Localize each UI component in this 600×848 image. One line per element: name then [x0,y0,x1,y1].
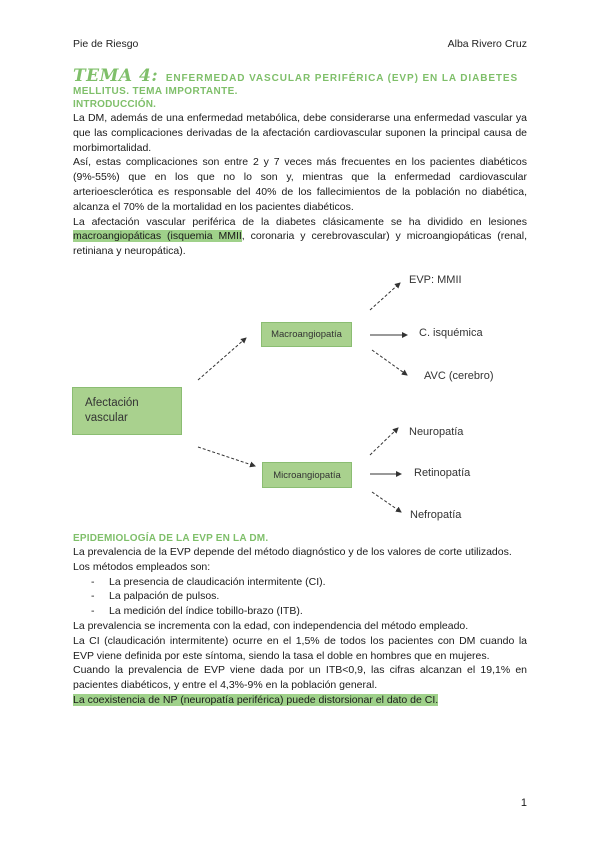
page-number: 1 [520,797,527,809]
header-right: Alba Rivero Cruz [447,38,527,50]
diagram-macro-box [261,322,352,347]
arrow-macro-evp [370,283,400,310]
diagram-root-box [72,387,182,435]
diagram-avc-label: AVC (cerebro) [424,370,494,382]
page-body [73,66,528,259]
list-item: - La medición del índice tobillo-brazo (ITB). [73,604,527,619]
arrow-root-micro [198,447,255,466]
diagram-isquemica-label: C. isquémica [419,327,483,339]
diagram-root-label: Afectación vascular [85,397,139,424]
epi-paragraph-1: La prevalencia de la EVP depende del método diagnóstico y de los valores de corte utilizados. [73,546,512,558]
methods-list [73,575,527,619]
arrow-macro-neuro [370,428,398,455]
intro-heading: INTRODUCCIÓN. [73,99,157,110]
epi-paragraph-5: Cuando la prevalencia de EVP viene dada por un ITB<0,9, las cifras alcanzan el 19,1% en pacientes diabéticos, y entre el 4,3%-9% en la población general. [73,664,527,692]
intro-p3-highlight: macroangiopáticas (isquemia MMII [73,230,242,243]
diagram-evp-label: EVP: MMII [409,274,462,286]
list-item: - La palpación de pulsos. [73,589,527,604]
title-line-1 [73,66,527,86]
intro-paragraph-2: Así, estas complicaciones son entre 2 y 7 veces más frecuentes en los pacientes diabéticos (9%-55%) que en los que no lo son y, mientras que la enfermedad cardiovascular arterioesclerótica es responsable del 40% de los fallecimientos de la población no diabética, alcanza el 70% de la mortalidad en los pacientes diabéticos. [73,156,527,213]
arrow-root-macro [198,338,246,380]
intro-p3-text-b: , coronaria y cerebrovascular) y microangiopáticas (renal, retiniana y neuropática). [73,230,528,258]
tema-label: TEMA 4: [73,66,159,86]
epidemiology-heading: EPIDEMIOLOGÍA DE LA EVP EN LA DM. [73,533,269,544]
epi-paragraph-3: La prevalencia se incrementa con la edad, con independencia del método empleado. [73,619,469,632]
intro-p3-text-a: La afectación vascular periférica de la diabetes clásicamente se ha dividido en lesiones [73,215,527,228]
arrow-macro-avc [372,350,407,375]
epi-paragraph-6 [73,693,527,708]
intro-paragraph-1: La DM, además de una enfermedad metabólica, debe considerarse una enfermedad vascular ya que las complicaciones derivadas de la afectación cardiovascular suponen la principal causa de morbimortalidad. [73,112,527,154]
arrow-micro-nefro [372,492,401,512]
epi-paragraph-2: Los métodos empleados son: [73,560,211,573]
epi-paragraph-4: La CI (claudicación intermitente) ocurre en el 1,5% de todos los pacientes con DM cuando la EVP viene definida por este síntoma, siendo la tasa el doble en hombres que en mujeres. [73,634,527,662]
diagram-micro-label: Microangiopatía [273,469,341,481]
diagram-nefropatia-label: Nefropatía [410,509,462,521]
list-item: - La presencia de claudicación intermitente (CI). [73,575,527,590]
header-left: Pie de Riesgo [73,38,139,50]
diagram-micro-box [262,462,352,488]
diagram-retinopatia-label: Retinopatía [414,467,471,479]
epidemiology-section [73,532,527,708]
diagram-macro-label: Macroangiopatía [271,329,342,340]
intro-paragraph-3 [73,215,527,259]
title-text-1: ENFERMEDAD VASCULAR PERIFÉRICA (EVP) EN LA DIABETES [165,73,519,84]
epi-p6-highlight: La coexistencia de NP (neuropatía periférica) puede distorsionar el dato de CI. [73,693,439,706]
title-line-2: MELLITUS. TEMA IMPORTANTE. [73,86,238,97]
diagram-neuropatia-label: Neuropatía [409,426,464,438]
